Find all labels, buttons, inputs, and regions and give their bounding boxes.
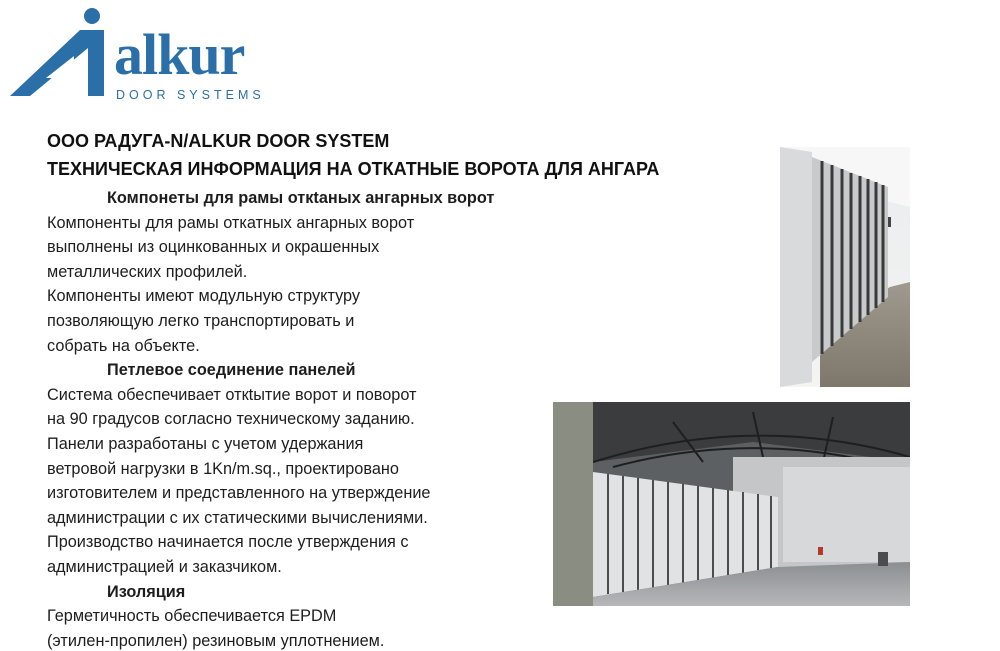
paragraph-line: выполнены из оцинкованных и окрашенных	[47, 238, 380, 257]
paragraph-line: Панели разработаны с учетом удержания	[47, 434, 364, 453]
document-title-line2: ТЕХНИЧЕСКАЯ ИНФОРМАЦИЯ НА ОТКАТНЫЕ ВОРОТА ДЛЯ АНГАРА	[47, 159, 660, 179]
paragraph-line: Система обеспечивает откtытие ворот и поворот	[47, 385, 417, 404]
document-body	[47, 186, 547, 651]
paragraph-line: металлических профилей.	[47, 262, 248, 281]
paragraph-line: администрации с их статическими вычислениями.	[47, 508, 428, 527]
paragraph-line: ветровой нагрузки в 1Kn/m.sq., проектировано	[47, 459, 399, 478]
hangar-interior-photo	[553, 402, 910, 606]
hangar-door-exterior-photo	[780, 147, 910, 387]
section-heading: Петлевое соединение панелей	[107, 361, 356, 380]
section-heading: Изоляция	[107, 582, 186, 601]
paragraph-line: Компоненты имеют модульную структуру	[47, 287, 361, 306]
paragraph-line: администрацией и заказчиком.	[47, 557, 282, 576]
document-title-line1: ООО РАДУГА-N/ALKUR DOOR SYSTEM	[47, 131, 390, 151]
section-heading: Компонеты для рамы откtаных ангарных ворот	[107, 189, 495, 207]
paragraph-line: Производство начинается после утверждения с	[47, 533, 409, 552]
company-logo	[10, 8, 300, 108]
paragraph-line: собрать на объекте.	[47, 336, 200, 355]
logo-tagline: DOOR SYSTEMS	[116, 88, 265, 102]
paragraph-line: Герметичность обеспечивается EPDM	[47, 607, 337, 626]
paragraph-line: на 90 градусов согласно техническому заданию.	[47, 410, 415, 429]
paragraph-line: позволяющую легко транспортировать и	[47, 311, 355, 330]
logo-wordmark: alkur	[114, 22, 245, 87]
alkur-logo-icon	[10, 8, 120, 108]
paragraph-line: изготовителем и представленного на утверждение	[47, 484, 431, 503]
paragraph-line: (этилен-пропилен) резиновым уплотнением.	[47, 631, 385, 650]
paragraph-line: Компоненты для рамы откатных ангарных ворот	[47, 213, 415, 232]
